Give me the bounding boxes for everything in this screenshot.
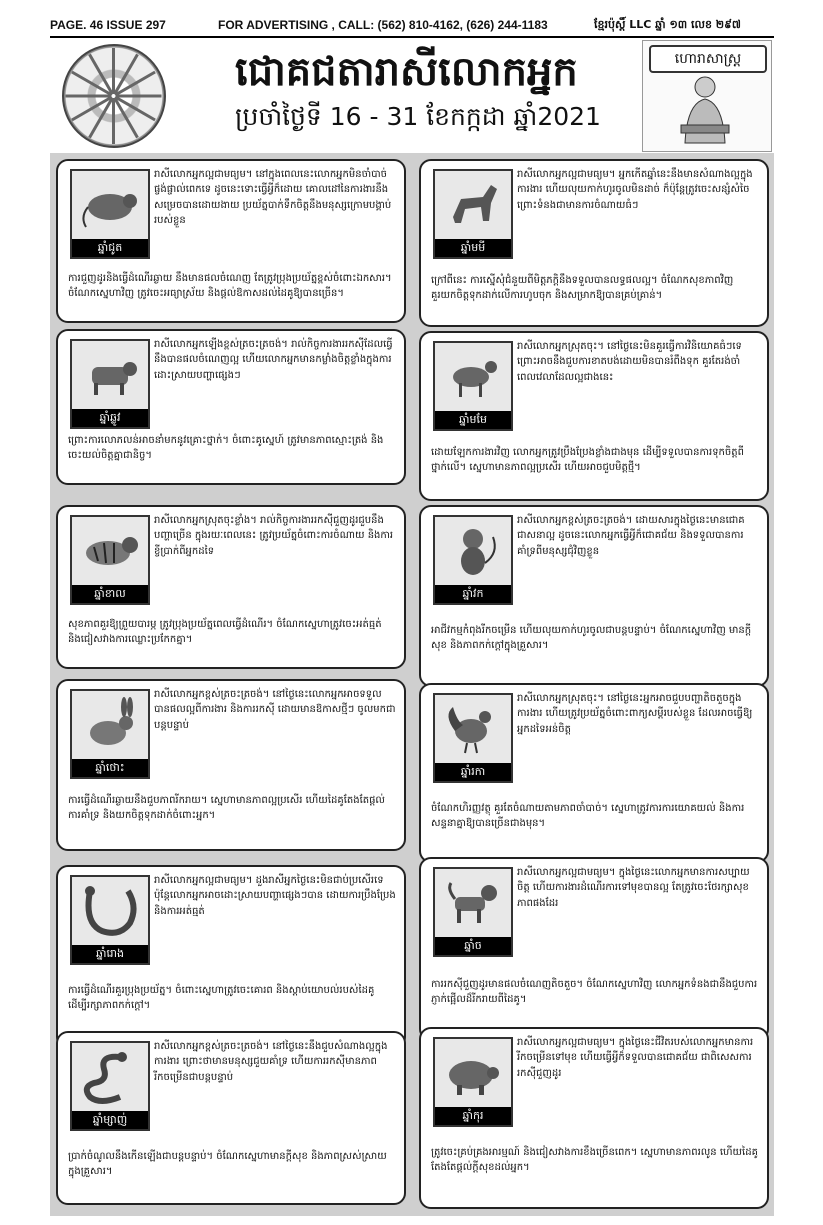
animal-label: ឆ្នាំជូត [72,239,148,257]
card-lead-text: រាសីលោកអ្នកល្អជាមធ្យម។ នៅក្នុងពេលនេះលោកអ្នកមិនចាំបាច់ផ្ចង់ផ្ចាល់ពេកទេ ដូចនេះទោះធ្វើអ្វីក៏ដោយ គោលដៅនៃការងារនឹងសម្រេចបានដោយងាយ ប្រយ័ត្នបាក់ទឹកចិត្តនឹងមនុស្សក្រោមបង្គាប់របស់ខ្លួន [154,169,392,227]
astrologer-figure-icon [673,73,737,145]
card-lead-text: រាសីលោកអ្នកខ្ពស់ត្រចះត្រចង់។ ដោយសារក្នុងថ្ងៃនេះមានជោគជាសនាល្អ ដូចនេះលោកអ្នកធ្វើអ្វីក៏ជោគជ័យ និងទទួលបានការគាំទ្រពីមនុស្សជុំវិញខ្លួន [517,515,745,557]
horoscope-card-ox [56,329,406,485]
snake-icon [70,1041,150,1131]
card-lead-text: រាសីលោកអ្នកល្អជាមធ្យម។ ដួងរាសីអ្នកថ្ងៃនេះមិនជាប់ប្រសើរទេ ប៉ុន្តែលោកអ្នកអាចដោះស្រាយបញ្ហាផ្សេងៗបាន ដោយការប្រឹងប្រែង និងការអត់ធ្មត់ [154,875,396,917]
publication-brand: ខ្មែរប៉ុស្តិ៍ LLC ឆ្នាំ ១៣ លេខ ២៩៧ [594,18,741,31]
card-rest-text: សុខភាពគួរឱ្យព្រួយបារម្ភ ត្រូវប្រុងប្រយ័ត្នពេលធ្វើដំណើរ។ ចំណែកស្នេហាត្រូវចេះអត់ធ្មត់ និងជៀសវាងការឈ្លោះប្រកែកគ្នា។ [68,619,382,646]
horoscope-header [50,40,774,152]
animal-label: ឆ្នាំរោង [72,945,148,963]
card-lead-text: រាសីលោកអ្នកល្អជាមធ្យម។ ក្នុងថ្ងៃនេះលោកអ្នកមានការសប្បាយចិត្ត ហើយការងារដំណើរការទៅមុខបានល្អ តែត្រូវចេះថែរក្សាសុខភាពផងដែរ [517,867,750,909]
card-rest-text: ប្រាក់ចំណូលនឹងកើនឡើងជាបន្តបន្ទាប់។ ចំណែកស្នេហាមានក្តីសុខ និងភាពស្រស់ស្រាយក្នុងគ្រួសារ។ [68,1151,387,1178]
animal-label: ឆ្នាំឆ្លូវ [72,409,148,427]
page-header-bar [50,14,774,38]
horoscope-card-rooster [419,683,769,863]
card-rest-text: ការជួញដូរនិងធ្វើដំណើរឆ្ងាយ នឹងមានផលចំណេញ តែត្រូវប្រុងប្រយ័ត្នខ្ពស់ចំពោះឯកសារ។ ចំណែកស្នេហាវិញ ត្រូវចេះអធ្យាស្រ័យ និងផ្តល់ឱកាសដល់ដៃគូឱ្យបានច្រើន។ [68,273,392,300]
card-lead-text: រាសីលោកអ្នកល្អជាមធ្យម។ អ្នកកើតឆ្នាំនេះនឹងមានសំណាងល្អក្នុងការងារ ហើយលុយកាក់ហូរចូលមិនដាច់ ក៏ប៉ុន្តែត្រូវចេះសន្សំសំចៃ ព្រោះទំនងជាមានការចំណាយធំៗ [517,169,753,211]
monkey-icon [433,515,513,605]
ox-icon [70,339,150,429]
card-rest-text: ចំណែកហិរញ្ញវត្ថុ គួរតែចំណាយតាមភាពចាំបាច់។ ស្នេហាត្រូវការការយោគយល់ និងការសន្ទនាគ្នាឱ្យបានច្រើនជាងមុន។ [431,803,745,830]
astrology-badge [642,40,772,152]
advertising-contact: FOR ADVERTISING , CALL: (562) 810-4162, (626) 244-1183 [218,18,548,32]
card-lead-text: រាសីលោកអ្នកស្រុតចុះ។ នៅថ្ងៃនេះមិនគួរធ្វើការវិនិយោគធំៗទេ ព្រោះអាចនឹងជួបការខាតបង់ដោយមិនបានរំពឹងទុក គួរតែរង់ចាំពេលវេលាដែលល្អជាងនេះ [517,341,742,383]
card-lead-text: រាសីលោកអ្នកឡើងខ្ពស់ត្រចះត្រចង់។ រាល់កិច្ចការងាររកស៊ីដែលធ្វើនឹងបានផលចំណេញល្អ ហើយលោកអ្នកមានកម្លាំងចិត្តខ្លាំងក្នុងការដោះស្រាយបញ្ហាផ្សេងៗ [154,339,393,381]
horse-icon [433,169,513,259]
page-title: ជោគជតារាសីលោកអ្នក [235,49,578,95]
horoscope-card-goat [419,331,769,501]
card-rest-text: ការធ្វើដំណើរឆ្ងាយនឹងជួបភាពរីករាយ។ ស្នេហាមានភាពល្អប្រសើរ ហើយដៃគូតែងតែផ្តល់ការគាំទ្រ និងយកចិត្តទុកដាក់ចំពោះអ្នក។ [68,795,385,822]
horoscope-card-rat [56,159,406,323]
horoscope-grid [50,153,774,1216]
tiger-icon [70,515,150,605]
horoscope-card-snake [56,1031,406,1205]
card-rest-text: ការរកស៊ីជួញដូរមានផលចំណេញតិចតួច។ ចំណែកស្នេហាវិញ លោកអ្នកទំនងជានឹងជួបការភ្ញាក់ផ្អើលដ៏រីករាយពីដៃគូ។ [431,979,758,1006]
animal-label: ឆ្នាំខាល [72,585,148,603]
animal-label: ឆ្នាំមមែ [435,411,511,429]
card-rest-text: ត្រូវចេះគ្រប់គ្រងអារម្មណ៍ និងជៀសវាងការខឹងច្រើនពេក។ ស្នេហាមានភាពរលូន ហើយដៃគូតែងតែផ្តល់ក្តីសុខដល់អ្នក។ [431,1147,758,1174]
horoscope-card-tiger [56,505,406,669]
dog-icon [433,867,513,957]
pig-icon [433,1037,513,1127]
astrology-label: ហោរាសាស្ត្រ [649,45,767,73]
horoscope-card-horse [419,159,769,327]
card-lead-text: រាសីលោកអ្នកល្អជាមធ្យម។ ក្នុងថ្ងៃនេះជីវិតរបស់លោកអ្នកមានការរីកចម្រើនទៅមុខ ហើយធ្វើអ្វីក៏ទទួលបានជោគជ័យ ជាពិសេសការរកស៊ីជួញដូរ [517,1037,754,1079]
horoscope-card-rabbit [56,679,406,851]
card-rest-text: ដោយឡែកការងារវិញ លោកអ្នកត្រូវប្រឹងប្រែងខ្លាំងជាងមុន ដើម្បីទទួលបានការទុកចិត្តពីថ្នាក់លើ។ ស្នេហាមានភាពល្អប្រសើរ ហើយអាចជួបមិត្តថ្មី។ [431,447,744,474]
date-range: ប្រចាំថ្ងៃទី 16 - 31 ខែកក្កដា ឆ្នាំ2021 [235,102,601,131]
zodiac-wheel-icon [62,44,166,148]
animal-label: ឆ្នាំម្សាញ់ [72,1111,148,1129]
page-issue: PAGE. 46 ISSUE 297 [50,18,166,32]
horoscope-card-pig [419,1027,769,1209]
card-lead-text: រាសីលោកអ្នកខ្ពស់ត្រចះត្រចង់។ នៅថ្ងៃនេះលោកអ្នកអាចទទួលបានផលល្អពីការងារ និងការរកស៊ី ដោយមានឱកាសថ្មីៗ ចូលមកជាបន្តបន្ទាប់ [154,689,396,731]
horoscope-card-dog [419,857,769,1041]
card-lead-text: រាសីលោកអ្នកស្រុតចុះខ្លាំង។ រាល់កិច្ចការងាររកស៊ីជួញដូរជួបនឹងបញ្ហាច្រើន ក្នុងរយៈពេលនេះ ត្រូវប្រយ័ត្នចំពោះការចំណាយ និងការខ្ចីប្រាក់ពីអ្នកដទៃ [154,515,394,557]
card-rest-text: ការធ្វើដំណើរគួរប្រុងប្រយ័ត្ន។ ចំពោះស្នេហាត្រូវចេះគោរព និងស្តាប់យោបល់របស់ដៃគូ ដើម្បីរក្សាភាពកក់ក្តៅ។ [68,985,375,1012]
animal-label: ឆ្នាំមមី [435,239,511,257]
animal-label: ឆ្នាំកុរ [435,1107,511,1125]
animal-label: ឆ្នាំថោះ [72,759,148,777]
card-rest-text: ព្រោះការលោភលន់អាចនាំមកនូវគ្រោះថ្នាក់។ ចំពោះគូស្នេហ៍ ត្រូវមានភាពស្មោះត្រង់ និងចេះយល់ចិត្តគ្នាជានិច្ច។ [68,435,384,462]
card-rest-text: ក្រៅពីនេះ ការស្នើសុំជំនួយពីមិត្តភក្តិនឹងទទួលបានលទ្ធផលល្អ។ ចំណែកសុខភាពវិញ គួរយកចិត្តទុកដាក់លើការហូបចុក និងសម្រាកឱ្យបានគ្រប់គ្រាន់។ [431,275,734,302]
animal-label: ឆ្នាំវក [435,585,511,603]
animal-label: ឆ្នាំរកា [435,763,511,781]
horoscope-card-dragon [56,865,406,1049]
animal-label: ឆ្នាំច [435,937,511,955]
rabbit-icon [70,689,150,779]
rooster-icon [433,693,513,783]
horoscope-card-monkey [419,505,769,687]
card-rest-text: អាជីវកម្មកំពុងរីកចម្រើន ហើយលុយកាក់ហូរចូលជាបន្តបន្ទាប់។ ចំណែកស្នេហាវិញ មានក្តីសុខ និងភាពកក់ក្តៅក្នុងគ្រួសារ។ [431,625,752,652]
card-lead-text: រាសីលោកអ្នកស្រុតចុះ។ នៅថ្ងៃនេះអ្នកអាចជួបបញ្ហាតិចតួចក្នុងការងារ ហើយត្រូវប្រយ័ត្នចំពោះពាក្យសម្តីរបស់ខ្លួន ដែលអាចធ្វើឱ្យអ្នកដទៃអន់ចិត្ត [517,693,753,735]
rat-icon [70,169,150,259]
goat-icon [433,341,513,431]
dragon-icon [70,875,150,965]
card-lead-text: រាសីលោកអ្នកខ្ពស់ត្រចះត្រចង់។ នៅថ្ងៃនេះនឹងជួបសំណាងល្អក្នុងការងារ ព្រោះថាមានមនុស្សជួយគាំទ្រ ហើយការរកស៊ីមានភាពរីកចម្រើនជាបន្តបន្ទាប់ [154,1041,388,1083]
